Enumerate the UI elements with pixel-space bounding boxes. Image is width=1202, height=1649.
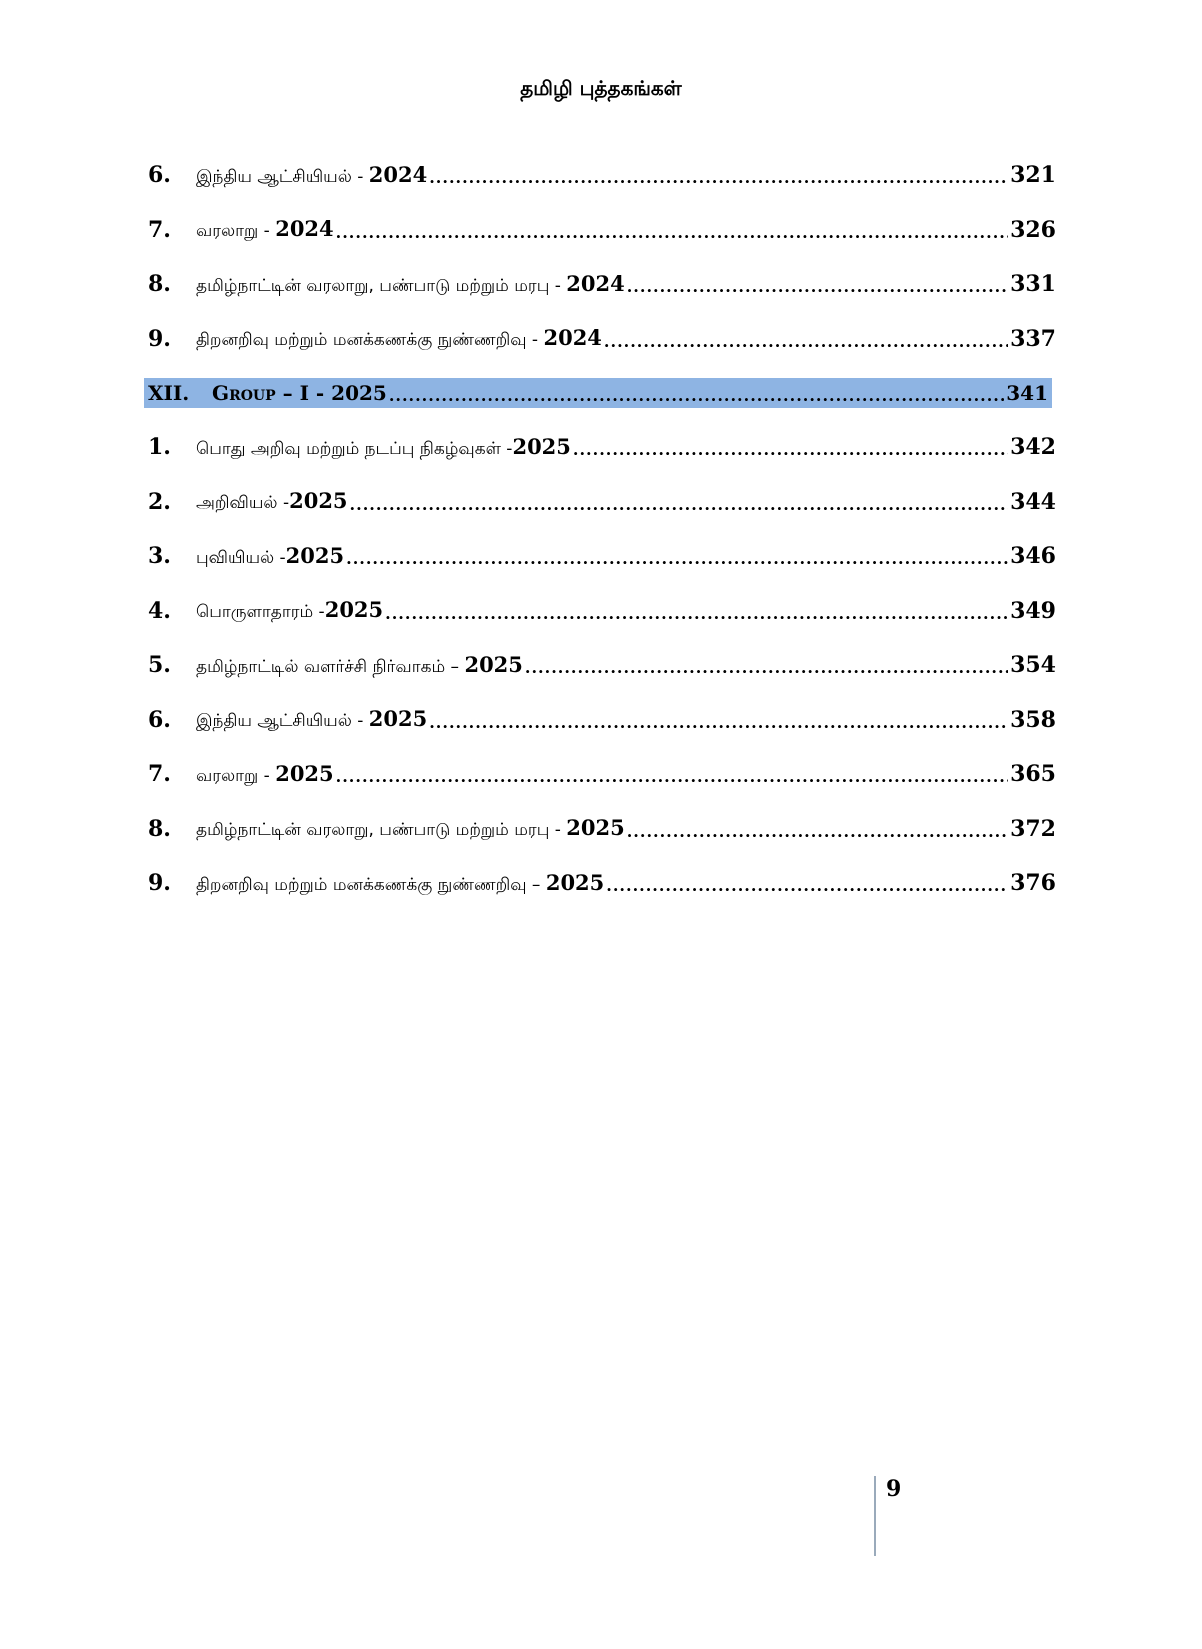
dot-leader	[627, 279, 1008, 295]
toc-entry-number: 4.	[148, 597, 171, 624]
toc-entry-number: 8.	[148, 815, 171, 842]
toc-entry-page: 342	[1010, 434, 1056, 461]
toc-entry-title: திறனறிவு மற்றும் மனக்கணக்கு நுண்ணறிவு – 2025	[196, 869, 605, 895]
toc-entry-title: திறனறிவு மற்றும் மனக்கணக்கு நுண்ணறிவு - 2024	[196, 325, 602, 351]
toc-section-heading[interactable]	[144, 378, 1052, 408]
dot-leader	[606, 878, 1008, 894]
toc-entry-page: 337	[1010, 325, 1056, 352]
dot-leader	[429, 715, 1008, 731]
toc-entry-page: 346	[1010, 543, 1056, 570]
toc-entry-number: 5.	[148, 652, 171, 679]
toc-entry-number: 8.	[148, 271, 171, 298]
toc-entry-title: புவியியல் -2025	[196, 542, 345, 568]
toc-entry[interactable]	[148, 148, 1056, 203]
footer-divider	[874, 1476, 876, 1556]
toc-entry-title: இந்திய ஆட்சியியல் - 2024	[196, 161, 428, 187]
toc-entry[interactable]	[148, 203, 1056, 258]
section-title: Group – I - 2025	[212, 381, 387, 405]
toc-entry-number: 6.	[148, 162, 171, 189]
toc-entry-title: பொது அறிவு மற்றும் நடப்பு நிகழ்வுகள் -2025	[196, 433, 571, 459]
toc-entry-title: தமிழ்நாட்டின் வரலாறு, பண்பாடு மற்றும் மரபு - 2025	[196, 815, 625, 841]
toc-entry-title: இந்திய ஆட்சியியல் - 2025	[196, 706, 428, 732]
toc-entry[interactable]	[148, 693, 1056, 748]
toc-entry-title: அறிவியல் -2025	[196, 488, 348, 514]
toc-entry-page: 372	[1010, 815, 1056, 842]
toc-entry-number: 7.	[148, 216, 171, 243]
section-number: XII.	[148, 381, 190, 405]
toc-entry[interactable]	[148, 257, 1056, 312]
dot-leader	[573, 442, 1008, 458]
dot-leader	[346, 551, 1008, 567]
toc-entry-page: 365	[1010, 761, 1056, 788]
dot-leader	[336, 225, 1008, 241]
toc-entry[interactable]	[148, 420, 1056, 475]
toc-entry-number: 3.	[148, 543, 171, 570]
toc-entry-number: 9.	[148, 870, 171, 897]
dot-leader	[336, 769, 1008, 785]
section-page: 341	[1006, 381, 1048, 405]
toc-entry-page: 326	[1010, 216, 1056, 243]
toc-entry-title: தமிழ்நாட்டின் வரலாறு, பண்பாடு மற்றும் மரபு - 2024	[196, 270, 625, 296]
toc-entry-number: 7.	[148, 761, 171, 788]
dot-leader	[429, 170, 1008, 186]
dot-leader	[604, 334, 1008, 350]
toc-entry-number: 6.	[148, 706, 171, 733]
page-header: தமிழி புத்தகங்கள்	[520, 76, 682, 100]
toc-entry-page: 331	[1010, 271, 1056, 298]
toc-entry[interactable]	[148, 638, 1056, 693]
toc-entry-page: 321	[1010, 162, 1056, 189]
dot-leader	[350, 497, 1009, 513]
dot-leader	[389, 388, 1004, 404]
toc-entry[interactable]	[148, 312, 1056, 367]
toc-entry[interactable]	[148, 529, 1056, 584]
dot-leader	[525, 660, 1008, 676]
toc-entry-number: 2.	[148, 488, 171, 515]
page-number: 9	[886, 1476, 902, 1502]
toc-entry-title: தமிழ்நாட்டில் வளர்ச்சி நிர்வாகம் – 2025	[196, 651, 523, 677]
toc-entry-page: 358	[1010, 706, 1056, 733]
table-of-contents	[148, 148, 1056, 911]
dot-leader	[385, 606, 1008, 622]
toc-entry[interactable]	[148, 802, 1056, 857]
toc-entry-number: 9.	[148, 325, 171, 352]
toc-entry-page: 354	[1010, 652, 1056, 679]
toc-entry-title: வரலாறு - 2025	[196, 760, 334, 786]
toc-entry-title: வரலாறு - 2024	[196, 216, 334, 242]
toc-entry-page: 349	[1010, 597, 1056, 624]
dot-leader	[627, 824, 1008, 840]
toc-entry-number: 1.	[148, 434, 171, 461]
toc-entry[interactable]	[148, 584, 1056, 639]
toc-entry[interactable]	[148, 747, 1056, 802]
toc-entry-title: பொருளாதாரம் -2025	[196, 597, 384, 623]
toc-entry-page: 376	[1010, 870, 1056, 897]
toc-entry-page: 344	[1010, 488, 1056, 515]
toc-entry[interactable]	[148, 475, 1056, 530]
toc-entry[interactable]	[148, 856, 1056, 911]
